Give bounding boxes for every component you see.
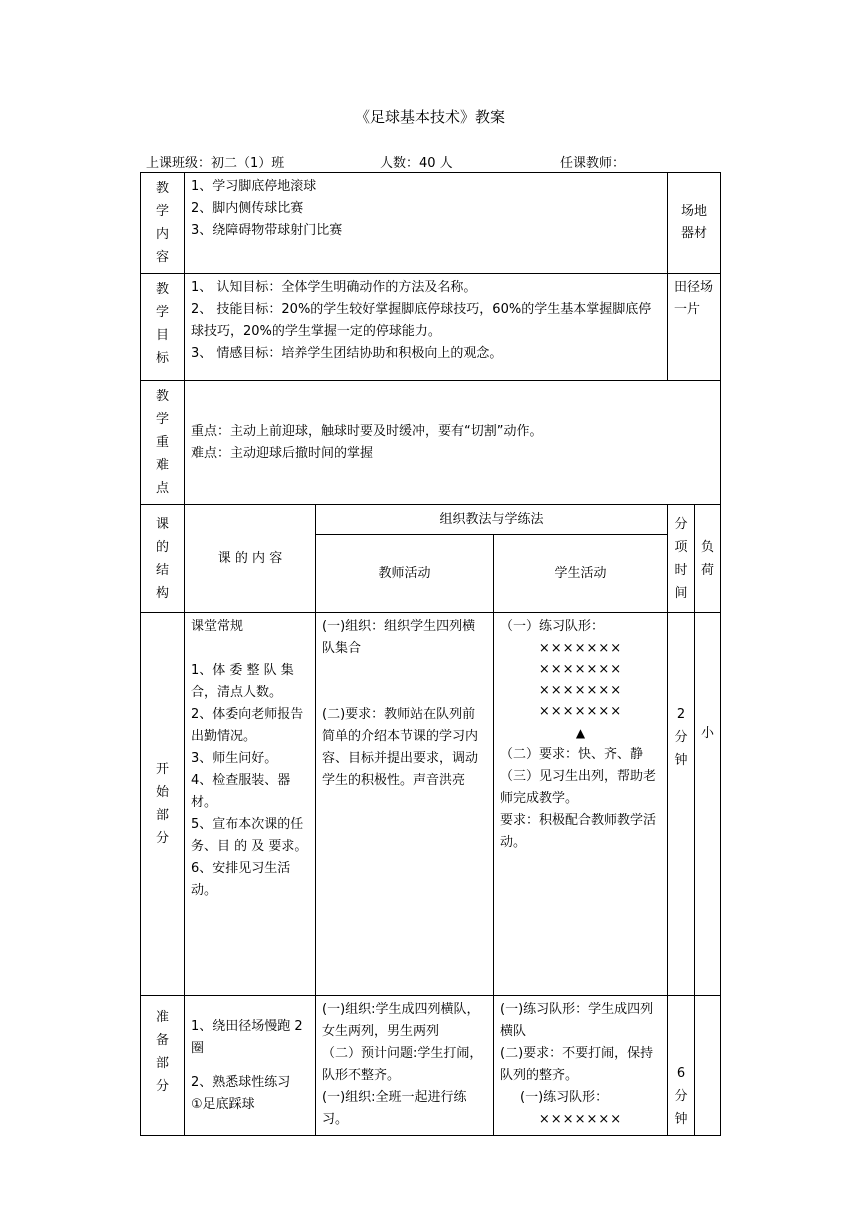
prep-teacher-line: (一)组织:学生成四列横队，女生两列，男生两列 <box>322 1002 480 1039</box>
start-content <box>185 613 316 996</box>
goal-item: 2、 技能目标：20%的学生较好掌握脚底停球技巧，60%的学生基本掌握脚底停球技巧，20%的学生掌握一定的停球能力。 <box>191 302 652 339</box>
lesson-plan-table <box>140 172 721 1136</box>
content-item: 3、绕障碍物带球射门比赛 <box>191 223 343 238</box>
content-label: 教 学 内 容 <box>141 173 185 274</box>
prep-student-activity <box>494 996 668 1136</box>
start-teacher-activity <box>316 613 494 996</box>
start-content-line: 课堂常规 <box>191 619 244 634</box>
content-item: 2、脚内侧传球比赛 <box>191 201 304 216</box>
prep-student-line: (二)要求：不要打闹，保持队列的整齐。 <box>500 1046 654 1083</box>
goals-label: 教 学 目 标 <box>141 274 185 381</box>
prep-teacher-activity <box>316 996 494 1136</box>
venue-label: 场地 器材 <box>668 173 721 274</box>
teacher-label: 任课教师： <box>560 156 626 171</box>
formation-row: ××××××× <box>538 683 623 698</box>
start-content-line: 1、体 委 整 队 集合，清点人数。 <box>191 663 294 700</box>
start-student-line: （二）要求：快、齐、静 <box>500 747 644 762</box>
prep-student-line: (一)练习队形：学生成四列横队 <box>500 1002 654 1039</box>
start-teacher-line: (二)要求：教师站在队列前简单的介绍本节课的学习内容、目标并提出要求，调动学生的积极性。声音洪亮 <box>322 707 479 788</box>
teacher-position-icon: ▲ <box>575 726 586 740</box>
start-load: 小 <box>695 613 721 996</box>
start-student-line: 要求：积极配合教师教学活动。 <box>500 813 657 850</box>
content-items <box>185 173 668 274</box>
prep-content-line: 2、熟悉球性练习 <box>191 1075 291 1090</box>
start-time: 2 分 钟 <box>668 613 695 996</box>
organize-header: 组织教法与学练法 <box>316 505 668 535</box>
structure-header: 课 的 结 构 <box>141 505 185 613</box>
start-teacher-line: (一)组织：组织学生四列横队集合 <box>322 619 476 656</box>
time-header: 分 项 时 间 <box>668 505 695 613</box>
start-student-line: （三）见习生出列，帮助老师完成教学。 <box>500 769 657 806</box>
start-student-line: （一）练习队形： <box>500 619 605 634</box>
venue-value: 田径场一片 <box>668 274 721 381</box>
teacher-activity-header: 教师活动 <box>316 535 494 613</box>
prep-content <box>185 996 316 1136</box>
load-header: 负 荷 <box>695 505 721 613</box>
start-section-row <box>141 613 721 996</box>
keypoints-label: 教 学 重 难 点 <box>141 381 185 505</box>
formation-row: ××××××× <box>538 641 623 656</box>
student-activity-header: 学生活动 <box>494 535 668 613</box>
prep-time: 6 分 钟 <box>668 996 695 1136</box>
class-label: 上课班级：初二（1）班 <box>146 156 285 171</box>
start-student-activity <box>494 613 668 996</box>
formation-row: ××××××× <box>538 1112 623 1127</box>
difficulty-text: 难点：主动迎球后撤时间的掌握 <box>191 445 374 461</box>
prep-load <box>695 996 721 1136</box>
prep-student-line: (一)练习队形： <box>520 1090 609 1105</box>
keypoints-row <box>141 381 721 505</box>
focus-text: 重点：主动上前迎球，触球时要及时缓冲，要有“切割”动作。 <box>191 423 543 439</box>
formation-row: ××××××× <box>538 704 623 719</box>
content-item: 1、学习脚底停地滚球 <box>191 179 317 194</box>
start-content-line: 4、检查服装、器材。 <box>191 773 291 810</box>
page-title: 《足球基本技术》教案 <box>354 108 505 126</box>
start-content-line <box>191 638 309 660</box>
start-content-line: 5、宣布本次课的任 务、目 的 及 要求。 <box>191 817 308 854</box>
start-content-line: 2、体委向老师报告出勤情况。 <box>191 707 304 744</box>
goals-items <box>185 274 668 381</box>
prep-content-line: ①足底踩球 <box>191 1097 255 1112</box>
column-header-row <box>141 505 721 535</box>
start-section-label: 开 始 部 分 <box>141 613 185 996</box>
prep-teacher-line: (一)组织:全班一起进行练习。 <box>322 1090 467 1127</box>
prep-content-line: 1、绕田径场慢跑 2 圈 <box>191 1019 303 1056</box>
student-count-label: 人数：40 人 <box>380 156 453 171</box>
prep-section-label: 准 备 部 分 <box>141 996 185 1136</box>
formation-row: ××××××× <box>538 662 623 677</box>
goal-item: 1、 认知目标：全体学生明确动作的方法及名称。 <box>191 280 477 295</box>
content-header: 课 的 内 容 <box>185 505 316 613</box>
prep-teacher-line: （二）预计问题:学生打闹，队形不整齐。 <box>322 1046 483 1083</box>
prep-section-row <box>141 996 721 1136</box>
start-content-line: 6、安排见习生活动。 <box>191 861 291 898</box>
start-content-line: 3、师生问好。 <box>191 751 278 766</box>
goal-item: 3、 情感目标：培养学生团结协助和积极向上的观念。 <box>191 346 503 361</box>
content-row <box>141 173 721 274</box>
keypoints-text <box>185 381 721 505</box>
class-info-line <box>140 152 720 172</box>
goals-row <box>141 274 721 381</box>
